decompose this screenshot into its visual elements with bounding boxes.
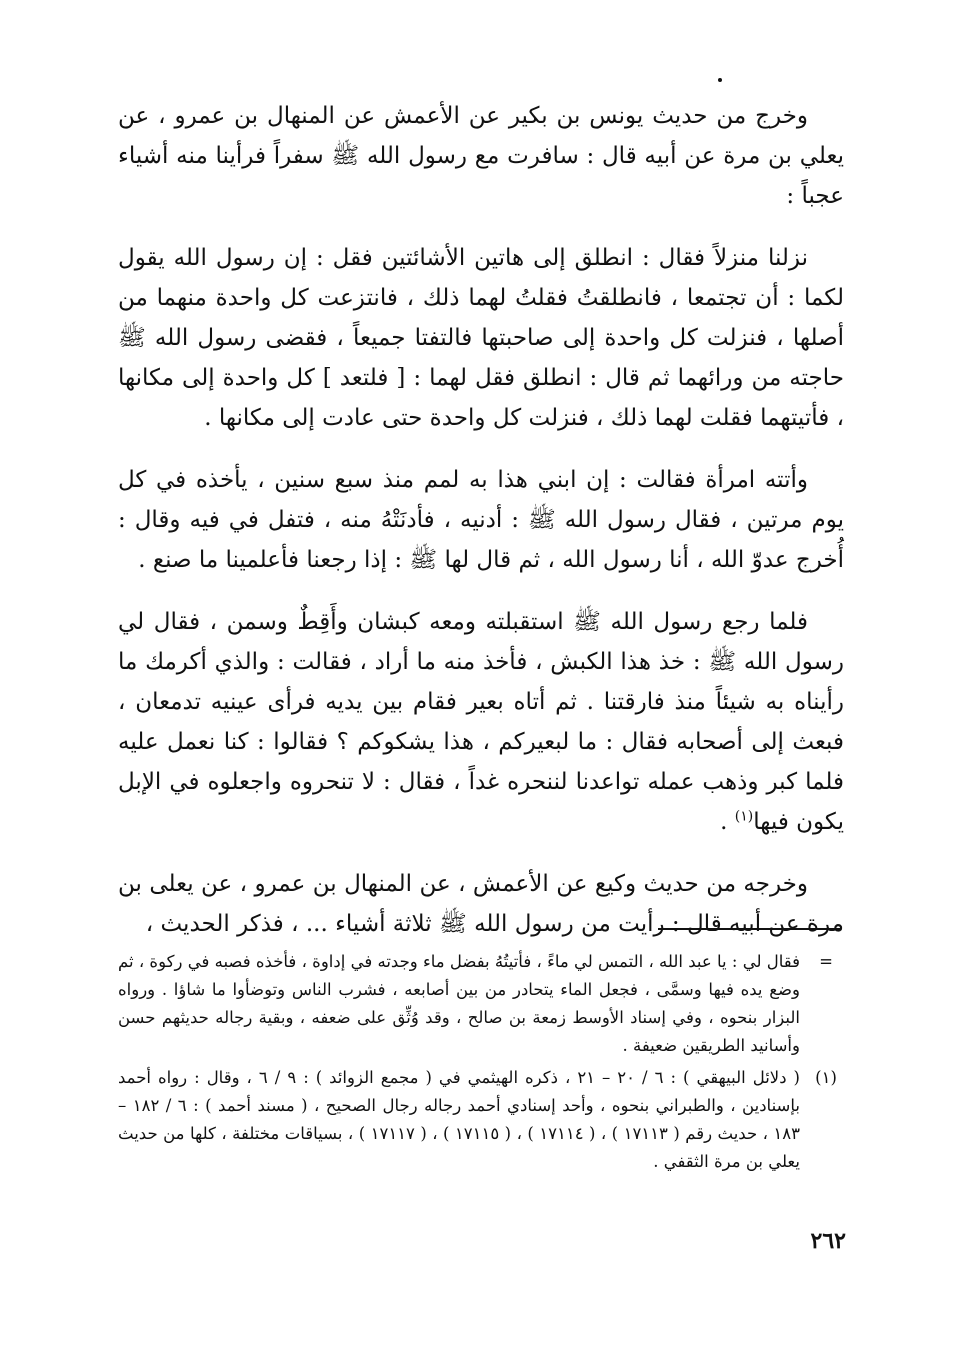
footnote-1 [118, 1064, 844, 1176]
footnote-marker[interactable]: (١) [734, 808, 754, 825]
paragraph-4-text: فلما رجع رسول الله ﷺ استقبلته ومعه كبشان وأَقِطٌ وسمن ، فقال لي رسول الله ﷺ : خذ هذا الكبش ، فأخذ منه ما أراد ، فقالت : والذي أكرمك ما رأيناه به شيئاً منذ فارقتنا . ثم أتاه بعير فقام بين يديه فرأى عينيه تدمعان ، فبعث إلى أصحابه فقال : ما لبعيركم ، هذا يشكوكم ؟ فقالوا : كنا نعمل عليه فلما كبر وذهب عمله تواعدنا لننحره غداً ، فقال : لا تنحروه واجعلوه في الإبل يكون فيها [118, 609, 844, 835]
footnote-continuation [118, 948, 844, 1060]
page-number: ٢٦٢ [810, 1228, 846, 1254]
paragraph-4-end: . [720, 809, 735, 835]
paragraph-2: نزلنا منزلاً فقال : انطلق إلى هاتين الأشائتين فقل : إن رسول الله يقول لكما : أن تجتمعا ، فانطلقتُ فقلتُ لهما ذلك ، فانتزعت كل واحدة منهما من أصلها ، فنزلت كل واحدة إلى صاحبتها فالتفتا جميعاً ، فقضى رسول الله ﷺ حاجته من ورائهما ثم قال : انطلق فقل لهما : [ فلتعد ] كل واحدة إلى مكانها ، فأتيتهما فقلت لهما ذلك ، فنزلت كل واحدة حتى عادت إلى مكانها . [118, 245, 844, 431]
footnotes [118, 948, 844, 1180]
main-text [118, 96, 844, 966]
paragraph-5: وخرجه من حديث وكيع عن الأعمش ، عن المنهال بن عمرو ، عن يعلى بن مرة عن أبيه قال : رأيت من رسول الله ﷺ ثلاثة أشياء ... ، فذكر الحديث ، [118, 871, 844, 937]
footnote-label: (١) [815, 1068, 837, 1087]
footnote-divider [658, 928, 840, 930]
paragraph-1: وخرج من حديث يونس بن بكير عن الأعمش عن المنهال بن عمرو ، عن يعلي بن مرة عن أبيه قال : سافرت مع رسول الله ﷺ سفراً فرأينا منه أشياء عجباً : [118, 103, 844, 209]
paragraph-3: وأتته امرأة فقالت : إن ابني هذا به لمم منذ سبع سنين ، يأخذه في كل يوم مرتين ، فقال رسول الله ﷺ : أدنيه ، فأدنَتْهُ منه ، فتفل في فيه وقال : أُخرج عدوّ الله ، أنا رسول الله ، ثم قال لها ﷺ : إذا رجعنا فأعلمينا ما صنع . [118, 467, 844, 573]
ink-dot [718, 78, 722, 82]
footnote-label: = [819, 952, 833, 971]
footnote-text: فقال لي : يا عبد الله ، التمس لي ماءً ، فأتيتُهُ بفضل ماء وجدته في إداوة ، فأخذه فصبه في ركوة ، ثم وضع يده فيها وسمَّى ، فجعل الماء يتحادر من بين أصابعه ، فشرب الناس وتوضأوا ما شاؤا . ورواه البزار بنحوه ، وفي إسناد الأوسط زمعة بن صالح ، وقد وُثِّق على ضعفه ، وبقية رجاله حديثهم حسن وأسانيد الطريقين ضعيفة . [118, 952, 800, 1055]
footnote-text: ( دلائل البيهقي ) : ٦ / ٢٠ – ٢١ ، ذكره الهيثمي في ( مجمع الزوائد ) : ٩ / ٦ ، وقال : رواه أحمد بإسنادين ، والطبراني بنحوه ، وأحد إسنادي أحمد رجاله رجال الصحيح ، ( مسند أحمد ) : ٦ / ١٨٢ – ١٨٣ ، حديث رقم ( ١٧١١٣ ) ، ( ١٧١١٤ ) ، ( ١٧١١٥ ) ، ( ١٧١١٧ ) ، بسياقات مختلفة ، كلها من حديث يعلي بن مرة الثقفي . [118, 1068, 800, 1171]
paragraph-4 [118, 602, 844, 842]
